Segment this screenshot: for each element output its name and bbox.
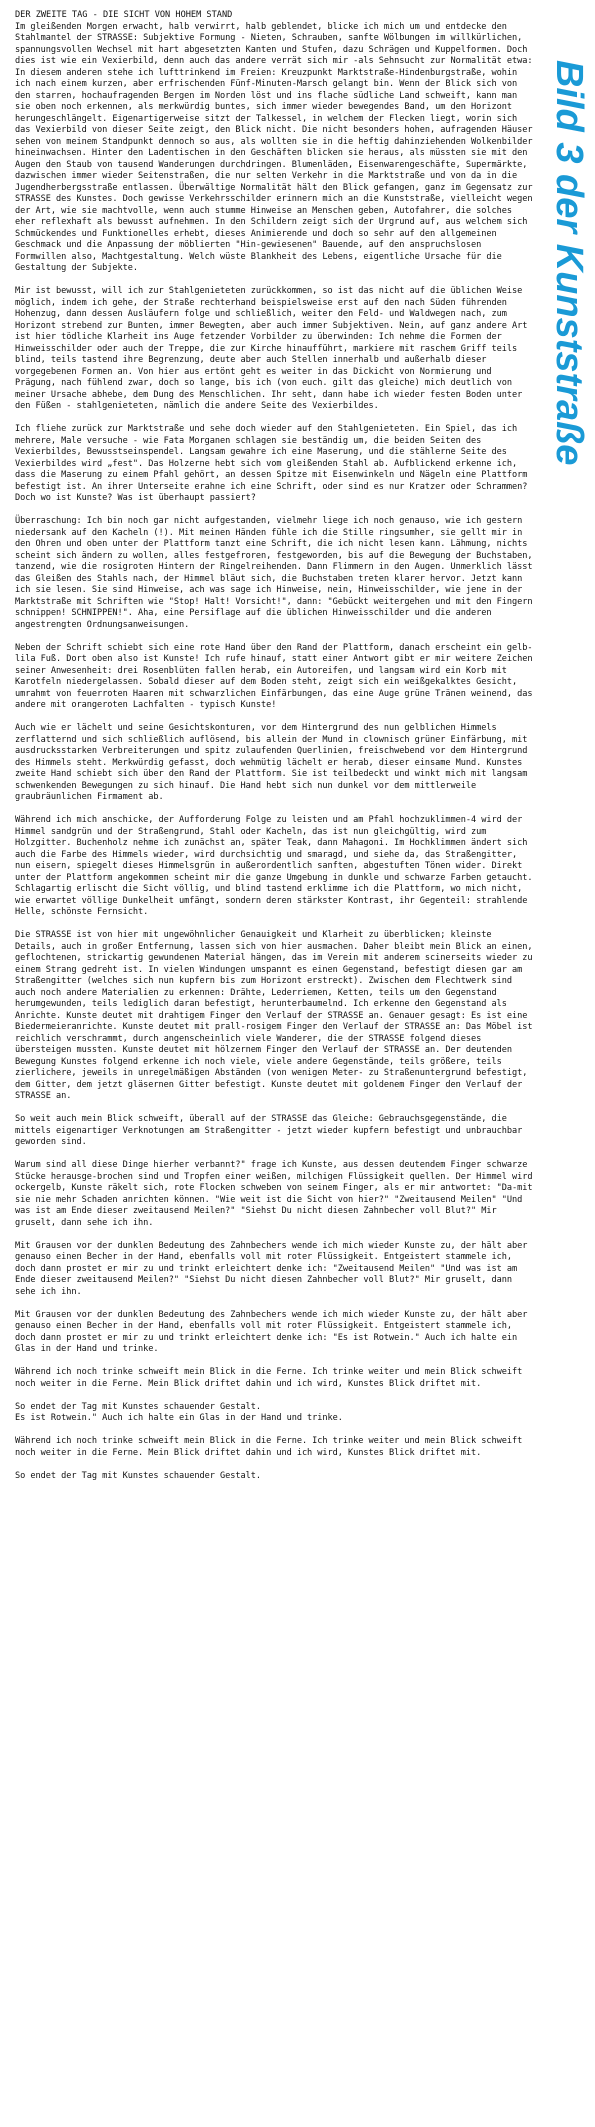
- paragraph-15: Während ich noch trinke schweift mein Blick in die Ferne. Ich trinke weiter und mein Blick schweift noch weiter in die Ferne. Mein Blick driftet dahin und ich wird, Kunstes Blick driftet mit.: [15, 1436, 523, 1458]
- paragraph-9: So weit auch mein Blick schweift, überall auf der STRASSE das Gleiche: Gebrauchsgegenstände, die mittels eigenartiger Verknotungen am Straßengitter - jetzt wieder kupfern befestigt und unbrauchbar geworden sind.: [15, 1114, 523, 1147]
- document-title: DER ZWEITE TAG - DIE SICHT VON HOHEM STAND: [15, 10, 233, 20]
- sidebar-title: Bild 3 der Kunststraße: [548, 60, 590, 466]
- sidebar-title-area: [545, 60, 591, 480]
- paragraph-11: Mit Grausen vor der dunklen Bedeutung des Zahnbechers wende ich mich wieder Kunste zu, der hält aber genauso einen Becher in der Hand, ebenfalls voll mit roter Flüssigkeit. Entgeistert stammele ich, doch dann prostet er mir zu und trinkt erleichtert denke ich: "Zweitausend Meilen" "Und was ist am Ende dieser zweitausend Meilen?" "Siehst Du nicht diesen Zahnbecher voll Blut?" Mir gruselt, dann sehe ich ihn.: [15, 1240, 528, 1297]
- paragraph-1: Im gleißenden Morgen erwacht, halb verwirrt, halb geblendet, blicke ich mich um und entdecke den Stahlmantel der STRASSE: Subjektive Formung - Nieten, Schrauben, sanfte Wölbungen im willkürlichen, spannungsvollen Wechsel mit hart abgesetzten Kanten und Stufen, dazu Schrägen und Kuppelformen. Doch dies ist wie ein Vexierbild, denn auch das andere verrät sich mir -als Sehnsucht zur Normalität etwa: In diesem anderen stehe ich lufttrinkend im Freien: Kreuzpunkt Marktstraße-Hindenburgstraße, wohin ich nach einem kurzen, aber erfrischenden Fünf-Minuten-Marsch gelangt bin. Wenn der Blick sich von den starren, hochaufragenden Bergen im Norden löst und ins flache südliche Land schweift, kann man sie oben noch erkennen, als merkwürdig buntes, sich immer wieder bewegendes Band, um den Horizont herungeschlängelt. Eigenartigerweise sitzt der Talkessel, in welchem der Flecken liegt, worin sich das Vexierbild von dieser Seite zeigt, den Blick nicht. Die nicht besonders hohen, aufragenden Häuser sehen von meinem Standpunkt dennoch so aus, als wollten sie in die heftig dahinziehenden Wolkenbilder hineinwachsen. Hinter den Ladentischen in den Geschäften blicken sie heraus, als müssten sie mit den Augen den Staub von tausend Wanderungen durchdringen. Blumenläden, Eisenwarengeschäfte, Supermärkte, dazwischen immer wieder Seitenstraßen, die nur selten Verkehr in die Marktstraße und von da in die Jugendherbergsstraße entlassen. Überwältige Normalität hält den Blick gefangen, ganz im Gegensatz zur STRASSE des Kunstes. Doch gewisse Verkehrsschilder erinnern mich an die Kunststraße, vielleicht wegen der Art, wie sie machtvolle, wenn auch stumme Hinweise an Menschen geben, Autofahrer, die solches eher reflexhaft als bewusst aufnehmen. In den Schildern zeigt sich der Urgrund auf, aus welchem sich Schmückendes und Funktionelles erhebt, dieses Animierende und doch so sehr auf den allgemeinen Geschmack und die Anpassung der möblierten "Hin-gewiesenen" Bauende, auf den anspruchslosen Formwillen also, Machtgestaltung. Welch wüste Blankheit des Lebens, eigentliche Ursache für die Gestaltung der Subjekte.: [15, 21, 533, 273]
- paragraph-5: Neben der Schrift schiebt sich eine rote Hand über den Rand der Plattform, danach erscheint ein gelb-lila Fuß. Dort oben also ist Kunste! Ich rufe hinauf, statt einer Antwort gibt er mir weitere Zeichen seiner Anwesenheit: drei Rosenblüten fallen herab, ein Autoreifen, und langsam wird ein Korb mit Karotfeln niedergelassen. Sobald dieser auf dem Boden steht, zeigt sich ein weißgekalktes Gesicht, umrahmt von feuerroten Haaren mit schwarzlichen Einfärbungen, das eine Auge grüne Tränen weinend, das andere mit orangeroten Lachfalten - typisch Kunste!: [15, 642, 533, 710]
- document-body: [15, 10, 535, 1494]
- paragraph-12: Mit Grausen vor der dunklen Bedeutung des Zahnbechers wende ich mich wieder Kunste zu, der hält aber genauso einen Becher in der Hand, ebenfalls voll mit roter Flüssigkeit. Entgeistert stammele ich, doch dann prostet er mir zu und trinkt erleichtert denke ich: "Es ist Rotwein." Auch ich halte ein Glas in der Hand und trinke.: [15, 1309, 528, 1354]
- paragraph-10: Warum sind all diese Dinge hierher verbannt?" frage ich Kunste, aus dessen deutendem Finger schwarze Stücke herausge-brochen sind und Tropfen einer weißen, milchigen Flüssigkeit quellen. Der Himmel wird ockergelb, Kunste räkelt sich, rote Flocken schweben von seinem Finger, als er mir antwortet: "Da-mit sie nie mehr Schaden anrichten können. "Wie weit ist die Sicht von hier?" "Zweitausend Meilen" "Und was ist am Ende dieser zweitausend Meilen?" "Siehst Du nicht diesen Zahnbecher voll Blut?" Mir gruselt, dann sehe ich ihn.: [15, 1160, 533, 1228]
- paragraph-7: Während ich mich anschicke, der Aufforderung Folge zu leisten und am Pfahl hochzuklimmen-4 wird der Himmel sandgrün und der Straßengrund, Stahl oder Kacheln, das ist nun gleichgültig, wird zum Holzgitter. Buchenholz nehme ich zunächst an, später Teak, dann Mahagoni. Im Hochklimmen ändert sich auch die Farbe des Himmels wieder, wird durchsichtig und smaragd, und siehe da, das Straßengitter, nun eisern, spiegelt dieses Himmelsgrün in außerordentlich sanften, abgestuften Tönen wider. Direkt unter der Plattform angekommen scheint mir die ganze Umgebung in dunkle und schwarze Farben getaucht. Schlagartig erlischt die Sicht völlig, und blind tastend erklimme ich die Plattform, wo mich nicht, wie erwartet völlige Dunkelheit umfängt, sondern deren stärkster Kontrast, ihr Gegenteil: strahlende Helle, schönste Fernsicht.: [15, 815, 533, 917]
- paragraph-6: Auch wie er lächelt und seine Gesichtskonturen, vor dem Hintergrund des nun gelblichen Himmels zerflatternd und sich schließlich auflösend, bis allein der Mund in clownisch grüner Einfärbung, mit ausdrucksstarken Verbreiterungen und spitz zulaufenden Querlinien, freischwebend vor dem Hintergrund des Himmels steht. Merkwürdig gefasst, doch wehmütig lächelt er herab, dieser einsame Mund. Kunstes zweite Hand schiebt sich über den Rand der Plattform. Sie ist teilbedeckt und winkt mich mit langsam schwenkenden Bewegungen zu sich hinauf. Die Hand hebt sich nun dunkel vor dem mittlerweile graubräunlichen Firmament ab.: [15, 723, 528, 802]
- paragraph-2: Mir ist bewusst, will ich zur Stahlgenieteten zurückkommen, so ist das nicht auf die üblichen Weise möglich, indem ich gehe, der Straße rechterhand beispielsweise erst auf den nach Süden führenden Hohenzug, dann dessen Ausläufern folge und schließlich, weiter den Feld- und Waldwegen nach, zum Horizont strebend zur Bunten, immer Bewegten, aber auch immer Subjektiven. Nein, auf ganz andere Art ist hier tödliche Klarheit ins Auge fetzender Vorbilder zu überwinden: Ich nehme die Formen der Hinweisschilder oder auch der Treppe, die zur Kirche hinaufführt, markiere mit raschem Griff teils blind, teils tastend ihre Begrenzung, deute aber auch Stellen innerhalb und außerhalb dieser vorgegebenen Formen an. Von hier aus ertönt geht es weiter in das Dickicht von Normierung und Prägung, nach fühlend zwar, doch so lange, bis ich (von euch. gilt das gleiche) mich deutlich von meiner Ursache abhebe, dem Dung des Menschlichen. Ihr seht, dann habe ich wieder festen Boden unter den Füßen - stahlgenieteten, nämlich die andere Seite des Vexierbildes.: [15, 286, 528, 411]
- paragraph-3: Ich fliehe zurück zur Marktstraße und sehe doch wieder auf den Stahlgenieteten. Ein Spiel, das ich mehrere, Male versuche - wie Fata Morganen schlagen sie beständig um, die beiden Seiten des Vexierbildes, Bewusstseinspendel. Langsam gewahre ich eine Maserung, und die stählerne Seite des Vexierbildes wird „fest". Das Holzerne hebt sich vom gleißenden Stahl ab. Aufblickend erkenne ich, dass die Maserung zu einem Pfahl gehört, an dessen Spitze mit Eisenwinkeln und Nägeln eine Plattform befestigt ist. An ihrer Unterseite erahne ich eine Schrift, oder sind es nur Kratzer oder Schrammen? Doch wo ist Kunste? Was ist überhaupt passiert?: [15, 424, 528, 503]
- paragraph-13: Während ich noch trinke schweift mein Blick in die Ferne. Ich trinke weiter und mein Blick schweift noch weiter in die Ferne. Mein Blick driftet dahin und ich wird, Kunstes Blick driftet mit.: [15, 1367, 523, 1389]
- paragraph-16: So endet der Tag mit Kunstes schauender Gestalt.: [15, 1470, 261, 1481]
- paragraph-14: So endet der Tag mit Kunstes schauender Gestalt. Es ist Rotwein." Auch ich halte ein Glas in der Hand und trinke.: [15, 1401, 343, 1423]
- paragraph-4: Überraschung: Ich bin noch gar nicht aufgestanden, vielmehr liege ich noch genauso, wie ich gestern niedersank auf den Kacheln (!). Mit meinen Händen fühle ich die Stille ringsumher, sie gellt mir in den Ohren und oben unter der Plattform tanzt eine Schrift, die ich nicht lesen kann. Lähmung, nichts scheint sich ändern zu wollen, alles festgefroren, festgeworden, bis auf die Bewegung der Buchstaben, tanzend, wie die rosigroten Hintern der Ringelreihenden. Dann Flimmern in den Augen. Unmerklich lässt das Gleißen des Stahls nach, der Himmel bläut sich, die Buchstaben treten klarer hervor. Jetzt kann ich sie lesen. Sie sind Hinweise, ach was sage ich Hinweise, nein, Hinweisschilder, wie jene in der Marktstraße mit Schriften wie "Stop! Halt! Vorsicht!", dann: "Gebückt weitergehen und mit den Fingern schnippen! SCHNIPPEN!". Aha, eine Persiflage auf die üblichen Hinweisschilder und die anderen angestrengten Ordnungsanweisungen.: [15, 516, 533, 630]
- paragraph-8: Die STRASSE ist von hier mit ungewöhnlicher Genauigkeit und Klarheit zu überblicken; kleinste Details, auch in großer Entfernung, lassen sich von hier ausmachen. Daher bleibt mein Blick an einen, geflochtenen, strickartig gewundenen Material hängen, das im Verein mit anderem scinerseits wieder zu einem Strang gedreht ist. In vielen Windungen umspannt es einen Gegenstand, befestigt diesen gar am Straßengitter (welches sich nun kupfern bis zum Horizont erstreckt). Zwischen dem Flechtwerk sind auch noch andere Materialien zu erkennen: Drähte, Lederriemen, Ketten, teils um den Gegenstand herumgewunden, teils lediglich daran befestigt, herunterbaumelnd. Ich erkenne den Gegenstand als Anrichte. Kunste deutet mit drahtigem Finger den Verlauf der STRASSE an. Genauer gesagt: Es ist eine Biedermeieranrichte. Kunste deutet mit prall-rosigem Finger den Verlauf der STRASSE an: Das Möbel ist reichlich verschrammt, durch angenscheinlich viele Wanderer, die der STRASSE folgend dieses übersteigen mussten. Kunste deutet mit hölzernem Finger den Verlauf der STRASSE an. Der deutenden Bewegung Kunstes folgend erkenne ich noch viele, viele andere Gegenstände, teils größere, teils zierlichere, jeweils in unregelmäßigen Abständen (von wenigen Meter- zu Straßenuntergrund befestigt, dem Gitter, dem jetzt gläsernen Gitter befestigt. Kunste deutet mit goldenem Finger den Verlauf der STRASSE an.: [15, 930, 533, 1101]
